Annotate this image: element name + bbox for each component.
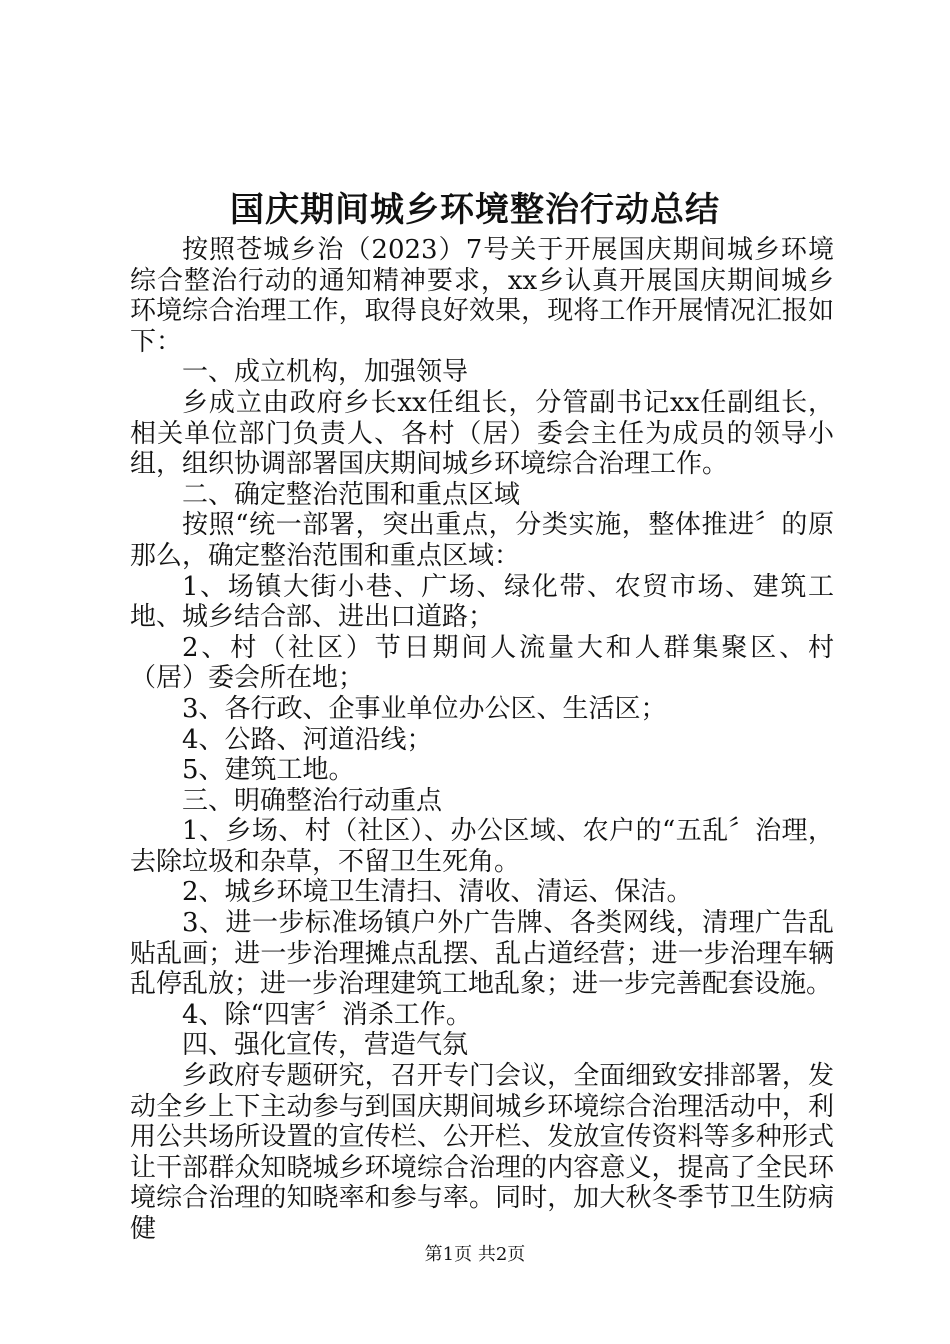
page-number-footer: 第1页 共2页 xyxy=(424,1244,526,1265)
list-item: 3、各行政、企事业单位办公区、生活区； xyxy=(182,693,667,724)
list-item: 3、进一步标准场镇户外广告牌、各类网线，清理广告乱贴乱画；进一步治理摊点乱摆、乱占道经营；进一步治理车辆乱停乱放；进一步治理建筑工地乱象；进一步完善配套设施。 xyxy=(130,908,834,1000)
section-heading: 三、明确整治行动重点 xyxy=(182,785,443,816)
list-item: 4、公路、河道沿线； xyxy=(182,724,433,755)
section-heading: 四、强化宣传，营造气氛 xyxy=(182,1030,469,1061)
body-paragraph: 乡成立由政府乡长xx任组长，分管副书记xx任副组长，相关单位部门负责人、各村（居）委会主任为成员的领导小组，组织协调部署国庆期间城乡环境综合治理工作。 xyxy=(130,387,834,480)
body-paragraph: 按照“统一部署，突出重点，分类实施，整体推进〞的原那么，确定整治范围和重点区域： xyxy=(130,510,834,571)
list-item: 1、场镇大街小巷、广场、绿化带、农贸市场、建筑工地、城乡结合部、进出口道路； xyxy=(130,571,834,633)
list-item: 4、除“四害〞消杀工作。 xyxy=(182,999,472,1030)
list-item: 5、建筑工地。 xyxy=(182,755,355,786)
body-paragraph: 乡政府专题研究，召开专门会议，全面细致安排部署，发动全乡上下主动参与到国庆期间城乡环境综合治理活动中，利用公共场所设置的宣传栏、公开栏、发放宣传资料等多种形式让干部群众知晓城乡环境综合治理的内容意义，提高了全民环境综合治理的知晓率和参与率。同时，加大秋冬季节卫生防病健 xyxy=(130,1061,834,1244)
document-body xyxy=(130,235,834,1245)
document-title: 国庆期间城乡环境整治行动总结 xyxy=(230,190,720,230)
list-item: 2、城乡环境卫生清扫、清收、清运、保洁。 xyxy=(182,877,693,908)
intro-paragraph: 按照苍城乡治（2023）7号关于开展国庆期间城乡环境综合整治行动的通知精神要求，xx乡认真开展国庆期间城乡环境综合治理工作，取得良好效果，现将工作开展情况汇报如下： xyxy=(130,235,834,357)
list-item: 2、村（社区）节日期间人流量大和人群集聚区、村（居）委会所在地； xyxy=(130,632,834,694)
section-heading: 二、确定整治范围和重点区域 xyxy=(182,479,521,510)
section-heading: 一、成立机构，加强领导 xyxy=(182,357,469,388)
list-item: 1、乡场、村（社区）、办公区域、农户的“五乱〞治理，去除垃圾和杂草，不留卫生死角。 xyxy=(130,816,834,877)
